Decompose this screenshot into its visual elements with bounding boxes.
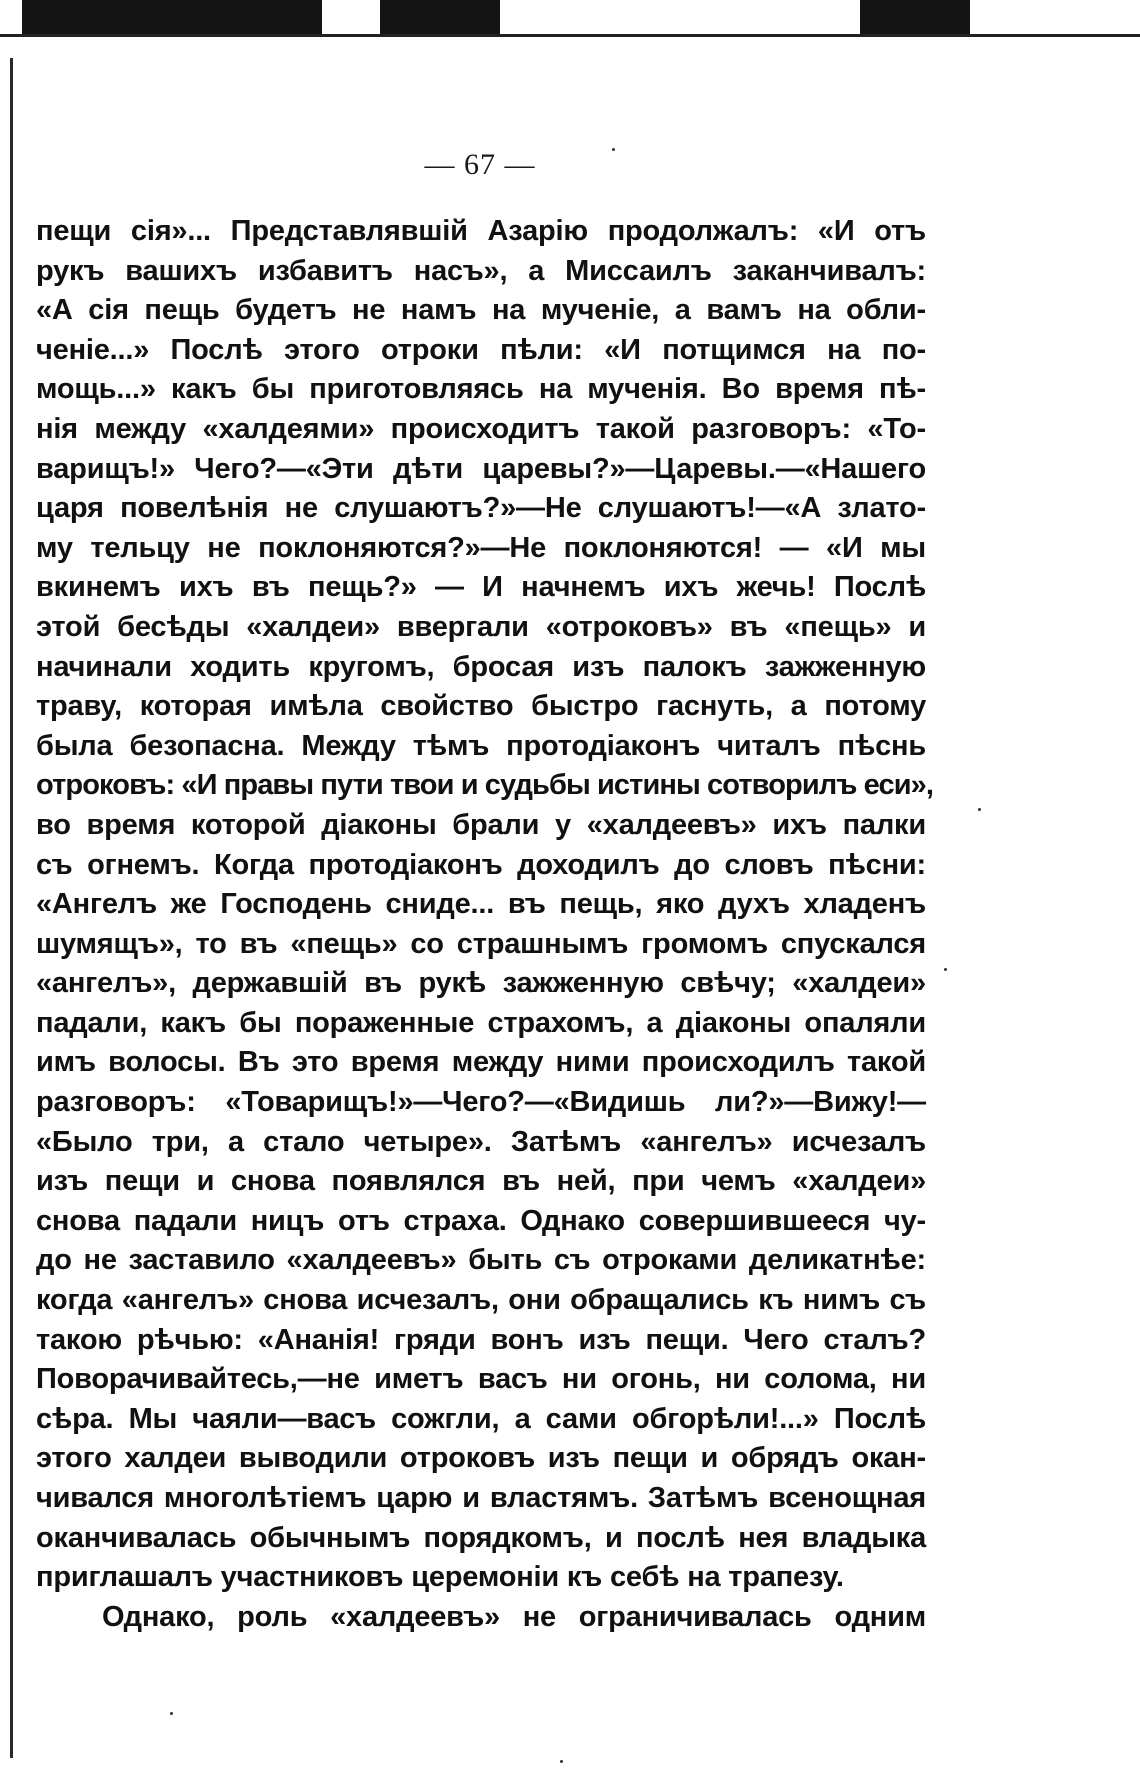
text-line: снова падали ницъ отъ страха. Однако совершившееся чу- bbox=[36, 1204, 926, 1237]
text-line: была безопасна. Между тѣмъ протодіаконъ читалъ пѣснь bbox=[36, 729, 926, 762]
text-line: пещи сія»... Представлявшій Азарію продолжалъ: «И отъ bbox=[36, 215, 926, 247]
text-line: изъ пещи и снова появлялся въ ней, при чемъ «халдеи» bbox=[36, 1165, 926, 1198]
text-line: мощь...» какъ бы приготовляясь на мученія. Во время пѣ- bbox=[36, 373, 926, 406]
scan-speck bbox=[560, 1760, 563, 1763]
text-line: во время которой діаконы брали у «халдеевъ» ихъ палки bbox=[36, 808, 926, 841]
body-text bbox=[36, 212, 934, 1637]
scan-artifact-top-middle bbox=[380, 0, 500, 36]
text-line: приглашалъ участниковъ церемоніи къ себѣ на трапезу. bbox=[36, 1561, 844, 1594]
text-line: отроковъ: «И правы пути твои и судьбы истины сотворилъ еси», bbox=[36, 769, 934, 802]
text-line: «Ангелъ же Господень сниде... въ пещь, яко духъ хладенъ bbox=[36, 888, 926, 921]
scan-edge-top bbox=[0, 34, 1140, 37]
text-line: когда «ангелъ» снова исчезалъ, они обращались къ нимъ съ bbox=[36, 1284, 926, 1317]
text-line: съ огнемъ. Когда протодіаконъ доходилъ до словъ пѣсни: bbox=[36, 848, 926, 881]
text-line: оканчивалась обычнымъ порядкомъ, и послѣ нея владыка bbox=[36, 1521, 926, 1554]
text-line: начинали ходить кругомъ, бросая изъ палокъ зажженную bbox=[36, 650, 926, 683]
paragraph-start-line: Однако, роль «халдеевъ» не ограничивалась одним bbox=[102, 1600, 926, 1633]
text-line: вкинемъ ихъ въ пещь?» — И начнемъ ихъ жечь! Послѣ bbox=[36, 571, 926, 604]
text-line: царя повелѣнія не слушаютъ?»—Не слушаютъ!—«А злато- bbox=[36, 492, 926, 525]
scan-speck bbox=[612, 148, 615, 151]
scan-speck bbox=[978, 808, 981, 811]
text-line: ченіе...» Послѣ этого отроки пѣли: «И потщимся на по- bbox=[36, 333, 926, 366]
text-line: траву, которая имѣла свойство быстро гаснуть, а потому bbox=[36, 690, 926, 723]
text-line: этой бесѣды «халдеи» ввергали «отроковъ» въ «пещь» и bbox=[36, 610, 926, 643]
text-line: нія между «халдеями» происходитъ такой разговоръ: «То- bbox=[36, 412, 926, 445]
text-line: чивался многолѣтіемъ царю и властямъ. Затѣмъ всенощная bbox=[36, 1482, 926, 1514]
text-line: «А сія пещь будетъ не намъ на мученіе, а вамъ на обли- bbox=[36, 294, 926, 327]
text-line: му тельцу не поклоняются?»—Не поклоняются! — «И мы bbox=[36, 531, 926, 564]
text-line: Поворачивайтесь,—не иметъ васъ ни огонь, ни солома, ни bbox=[36, 1363, 926, 1396]
text-line: до не заставило «халдеевъ» быть съ отроками деликатнѣе: bbox=[36, 1244, 926, 1277]
page-number: — 67 — bbox=[424, 148, 536, 181]
text-line: имъ волосы. Въ это время между ними происходилъ такой bbox=[36, 1046, 926, 1079]
text-line: шумящъ», то въ «пещь» со страшнымъ громомъ спускался bbox=[36, 927, 926, 960]
text-line: падали, какъ бы пораженные страхомъ, а діаконы опаляли bbox=[36, 1006, 926, 1039]
text-line: «ангелъ», державшій въ рукѣ зажженную свѣчу; «халдеи» bbox=[36, 967, 926, 1000]
text-line: сѣра. Мы чаяли—васъ сожгли, а сами обгорѣли!...» Послѣ bbox=[36, 1402, 926, 1435]
text-line: рукъ вашихъ избавитъ насъ», а Миссаилъ заканчивалъ: bbox=[36, 254, 926, 287]
scan-edge-left bbox=[10, 58, 13, 1758]
text-line: варищъ!» Чего?—«Эти дѣти царевы?»—Царевы.—«Нашего bbox=[36, 452, 926, 485]
scan-artifact-top-left bbox=[22, 0, 322, 36]
text-line: такою рѣчью: «Ананія! гряди вонъ изъ пещи. Чего сталъ? bbox=[36, 1323, 926, 1356]
text-line: «Было три, а стало четыре». Затѣмъ «ангелъ» исчезалъ bbox=[36, 1125, 926, 1158]
scan-artifact-top-right bbox=[860, 0, 970, 36]
scan-speck bbox=[170, 1712, 173, 1715]
text-line: разговоръ: «Товарищъ!»—Чего?—«Видишь ли?»—Вижу!— bbox=[36, 1086, 926, 1119]
text-line: этого халдеи выводили отроковъ изъ пещи и обрядъ окан- bbox=[36, 1442, 926, 1475]
scan-speck bbox=[944, 968, 947, 971]
